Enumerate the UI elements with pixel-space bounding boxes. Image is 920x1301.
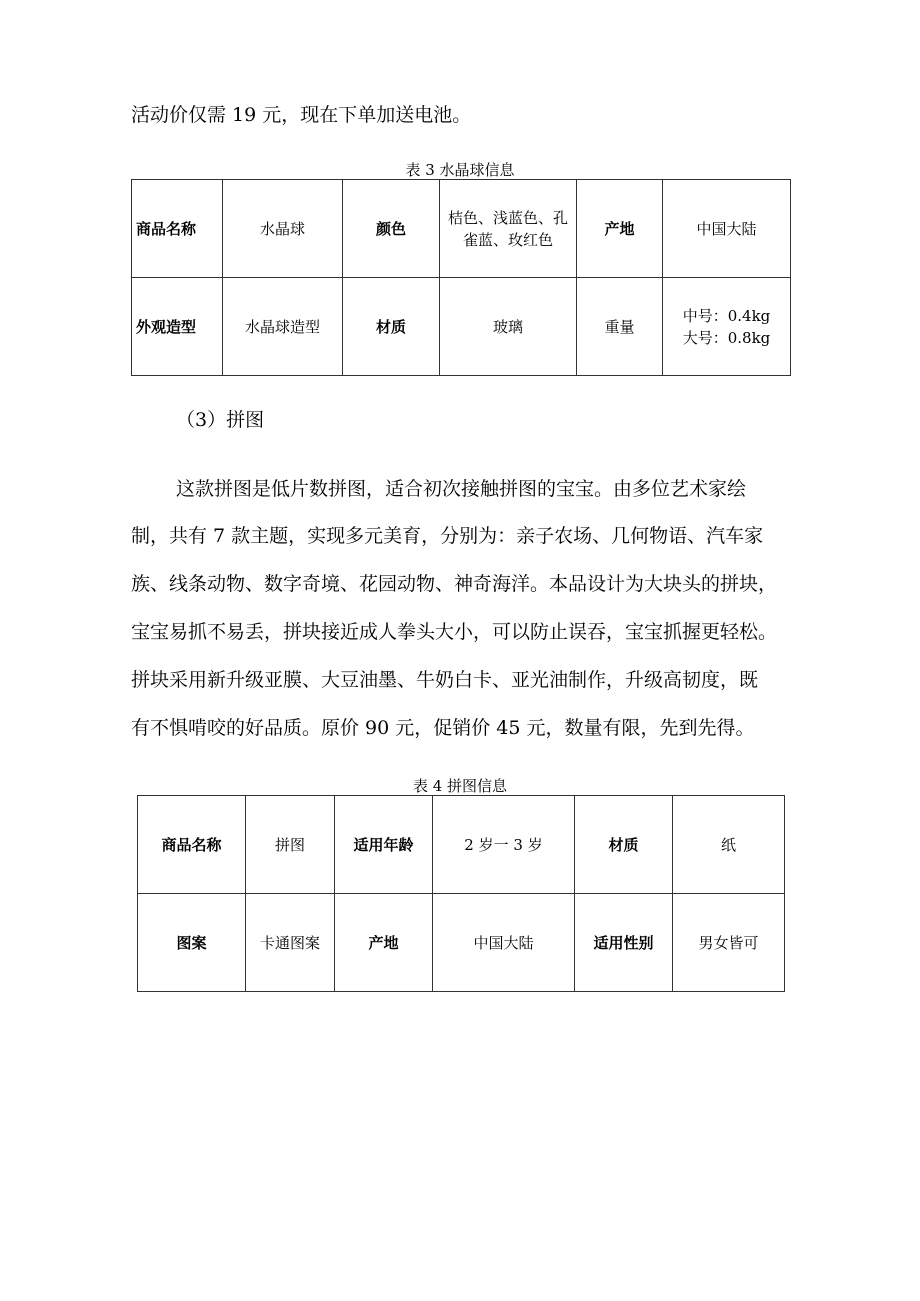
- cell-label-pattern: 图案: [138, 894, 246, 992]
- cell-value-material: 玻璃: [440, 278, 577, 376]
- paragraph-line-2: 制，共有 7 款主题，实现多元美育，分别为：亲子农场、几何物语、汽车家: [131, 525, 764, 547]
- cell-label-gender: 适用性别: [575, 894, 673, 992]
- cell-value-pattern: 卡通图案: [246, 894, 335, 992]
- cell-value-origin: 中国大陆: [433, 894, 575, 992]
- cell-label-origin: 产地: [577, 180, 663, 278]
- cell-value-material: 纸: [673, 796, 785, 894]
- table4-puzzle: [137, 795, 785, 992]
- weight-large: 大号：0.8kg: [682, 328, 771, 347]
- cell-label-weight: 重量: [577, 278, 663, 376]
- color-line-1: 桔色、浅蓝色、孔: [447, 208, 568, 227]
- top-line: 活动价仅需 19 元，现在下单加送电池。: [131, 104, 472, 126]
- table3-crystal-ball: [131, 179, 791, 376]
- cell-label-appearance: 外观造型: [132, 278, 223, 376]
- table4-caption: 表 4 拼图信息: [412, 777, 508, 795]
- cell-value-origin: 中国大陆: [663, 180, 791, 278]
- table3-caption: 表 3 水晶球信息: [405, 161, 515, 179]
- paragraph-line-5: 拼块采用新升级亚膜、大豆油墨、牛奶白卡、亚光油制作，升级高韧度，既: [131, 669, 759, 691]
- table-row: [132, 180, 791, 278]
- paragraph-line-3: 族、线条动物、数字奇境、花园动物、神奇海洋。本品设计为大块头的拼块，: [131, 573, 778, 595]
- cell-value-weight: [663, 278, 791, 376]
- color-line-2: 雀蓝、玫红色: [462, 230, 553, 249]
- weight-medium: 中号：0.4kg: [682, 306, 771, 325]
- table-row: [132, 278, 791, 376]
- paragraph-line-4: 宝宝易抓不易丢，拼块接近成人拳头大小，可以防止误吞，宝宝抓握更轻松。: [131, 621, 778, 643]
- table-row: [138, 796, 785, 894]
- cell-label-material: 材质: [575, 796, 673, 894]
- cell-value-age: 2 岁一 3 岁: [433, 796, 575, 894]
- cell-label-origin: 产地: [335, 894, 433, 992]
- cell-label-product-name: 商品名称: [138, 796, 246, 894]
- cell-label-color: 颜色: [343, 180, 440, 278]
- cell-value-gender: 男女皆可: [673, 894, 785, 992]
- cell-value-color: [440, 180, 577, 278]
- section-heading: （3）拼图: [176, 409, 265, 431]
- table-row: [138, 894, 785, 992]
- paragraph-line-1: 这款拼图是低片数拼图，适合初次接触拼图的宝宝。由多位艺术家绘: [176, 478, 747, 500]
- cell-label-material: 材质: [343, 278, 440, 376]
- paragraph-line-6: 有不惧啃咬的好品质。原价 90 元，促销价 45 元，数量有限，先到先得。: [131, 717, 755, 739]
- cell-value-product-name: 水晶球: [223, 180, 343, 278]
- cell-label-product-name: 商品名称: [132, 180, 223, 278]
- cell-value-appearance: 水晶球造型: [223, 278, 343, 376]
- cell-value-product-name: 拼图: [246, 796, 335, 894]
- cell-label-age: 适用年龄: [335, 796, 433, 894]
